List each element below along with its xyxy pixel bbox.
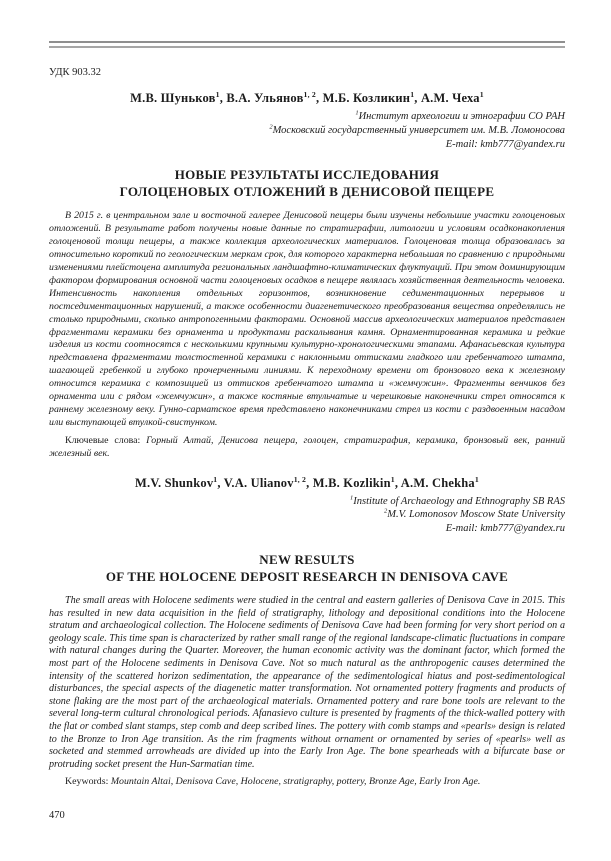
keywords-list-en: Mountain Altai, Denisova Cave, Holocene, stratigraphy, pottery, Bronze Age, Early Iron Age. <box>110 776 481 788</box>
header-divider-rule <box>49 41 565 48</box>
email-line-ru: E-mail: kmb777@yandex.ru <box>445 138 565 150</box>
article-title-ru <box>49 167 565 200</box>
udc-code: УДК 903.32 <box>49 67 102 78</box>
affiliation-ru-2: $^2$Московский государственный университет им. М.В. Ломоносова <box>269 123 565 136</box>
keywords-label-ru: Ключевые слова: <box>65 434 141 446</box>
article-title-en <box>49 552 565 585</box>
keywords-list-ru: Горный Алтай, Денисова пещера, голоцен, стратиграфия, керамика, бронзовый век, ранний железный век. <box>49 434 566 459</box>
abstract-en: The small areas with Holocene sediments were studied in the central and eastern galleries of Denisova Cave in 2015. This has resulted in new data acquisition in the field of stratigraphy, lithology and depositional conditions into the Holocene stratum and archaeological collection. The Holocene sediments of Denisova Cave had been forming for very short period on a geology scale. This time span is characterized by rather small range of the regional landscape-climatic fluctuations in compare with natural changes during the Quarter. Moreover, the human economic activity was the dominant factor, which formed the most part of the Holocene sediments in Denisova Cave. Not so much natural as the anthropogenic causes determined the intensity of the scattered horizon sedimentation, the appearance of the sedimentological hiatus and post-sedimentological disturbances, the special aspects of the diagenetic matter transformation. Not ornamented pottery fragments and products of stone flaking are the most part of the archaeological materials. Ornamented pottery and rare bone tools are relevant to the several long-term cultural chronological periods. Afanasievo culture is presented by fragments of the thick-walled pottery with the flat or combed slant stamps, step comb and deep scribed lines. The pottery with comb stamps and «pearls» design is related to the Bronze to Iron Age transition. As the rim fragments without ornament or ornamented by series of «pearls» well as socketed and stemmed arrowheads are divided up into the Early Iron Age. The bone spearheads with a bifurcate base or protruding socket present the Hun-Sarmatian time. <box>49 595 565 770</box>
email-line-en: E-mail: kmb777@yandex.ru <box>445 523 565 535</box>
article-title-en-line1: NEW RESULTS <box>259 552 355 567</box>
abstract-ru: В 2015 г. в центральном зале и восточной галерее Денисовой пещеры были изучены небольшие участки голоценовых отложений. В результате работ получены новые данные по стратиграфии, литологии и условиям осадконакопления голоценовой толщи пещеры, а также коллекция археологических материалов. Голоценовая толща образовалась за относительно короткий по геологическим меркам срок, для которого характерна небольшая по сравнению с природными изменениями плейстоцена амплитуда региональных ландшафтно-климатических флуктуаций. При этом доминирующим фактором формирования основной части голоценовых осадков в пещере являлась хозяйственная деятельность человека. Интенсивность накопления отдельных горизонтов, возникновение седиментационных перерывов и постседиментационных нарушений, а также особенности диагенетического преобразования вещества определялись не столько природными, сколько антропогенными факторами. Основной массив археологических материалов представлен фрагментами керамики без орнамента и продуктами раскалывания камня. Орнаментированная керамика и редкие изделия из кости соотносятся с несколькими крупными культурно-хронологическими этапами. Афанасьевская культура представлена фрагментами толстостенной керамики с наклонными оттисками гладкого или гребенчатого штампа, шагающей гребенкой и глубоко прочерченными линиями. К переходному времени от бронзового века к железному относится керамика с композицией из оттисков гребенчатого штампа и «жемчужин». Фрагменты венчиков без орнамента или с рядом «жемчужин», а также костяные втульчатые и черешковые наконечники стрел относятся к раннему железному веку. Гунно-сарматское время представлено наконечниками стрел из кости с раздвоенным насадом или выступающей втулкой-свистунком. <box>49 210 565 428</box>
affiliation-en-2: $^2$M.V. Lomonosov Moscow State University <box>384 507 565 521</box>
affiliation-ru-1: $^1$Институт археологии и этнографии СО РАН <box>355 109 565 122</box>
affiliation-en-1: $^1$Institute of Archaeology and Ethnography SB RAS <box>350 494 565 507</box>
authors-line-ru: М.В. Шуньков$^1$, В.А. Ульянов$^{1, 2}$, М.Б. Козликин$^1$, А.М. Чеха$^1$ <box>130 89 484 105</box>
page-number: 470 <box>49 810 65 821</box>
article-title-ru-line2: ГОЛОЦЕНОВЫХ ОТЛОЖЕНИЙ В ДЕНИСОВОЙ ПЕЩЕРЕ <box>119 183 495 199</box>
keywords-label-en: Keywords: <box>65 776 109 788</box>
journal-page <box>0 41 611 861</box>
affiliations-block-ru <box>49 110 565 151</box>
keywords-en <box>49 776 565 789</box>
article-title-ru-line1: НОВЫЕ РЕЗУЛЬТАТЫ ИССЛЕДОВАНИЯ <box>174 167 440 183</box>
affiliations-block-en <box>49 495 565 536</box>
article-title-en-line2: OF THE HOLOCENE DEPOSIT RESEARCH IN DENISOVA CAVE <box>105 568 509 584</box>
keywords-ru <box>49 435 565 461</box>
authors-line-en: M.V. Shunkov$^1$, V.A. Ulianov$^{1, 2}$, M.B. Kozlikin$^1$, A.M. Chekha$^1$ <box>135 474 479 490</box>
english-section <box>49 476 565 790</box>
